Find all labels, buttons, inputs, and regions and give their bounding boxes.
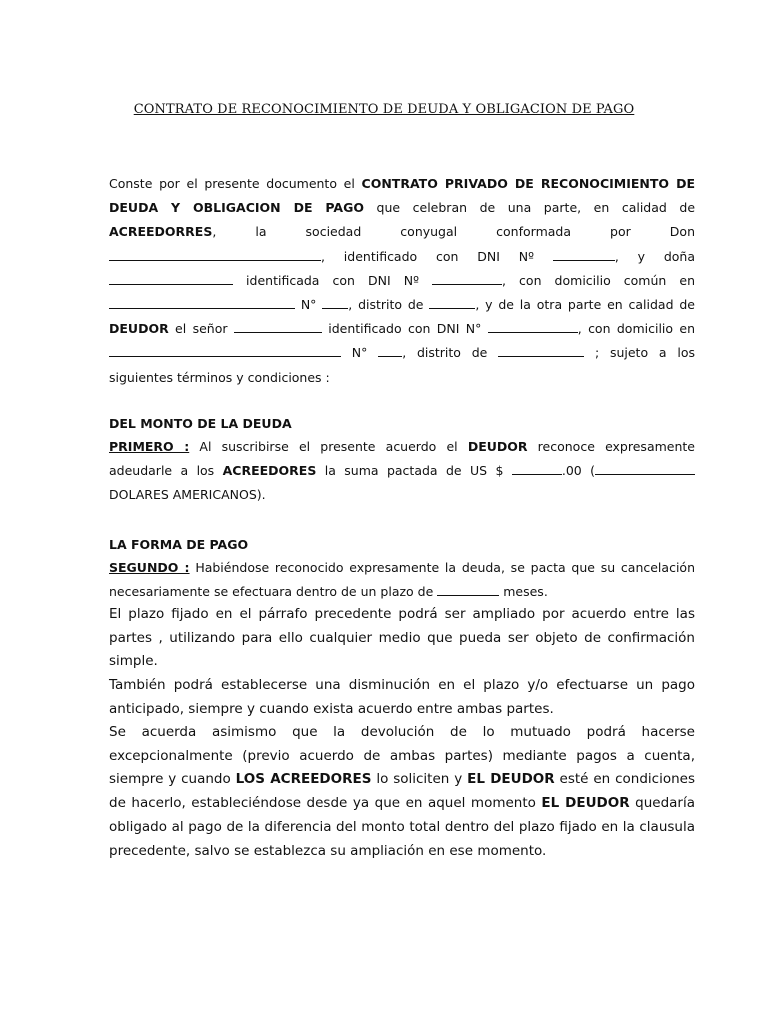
intro-paragraph <box>109 172 695 390</box>
creditors-bold: ACREEDORRES <box>109 224 213 240</box>
paragraph-text: esté en condiciones de hacerlo, estableciéndose desde ya que en aquel momento <box>109 771 695 812</box>
paragraph-partial-payments <box>109 721 695 863</box>
clause-segundo <box>109 556 695 604</box>
heading-text: LA FORMA DE PAGO <box>109 537 249 552</box>
intro-text: Conste por el presente documento el <box>109 176 362 191</box>
intro-text: , distrito de <box>402 345 499 361</box>
blank-address-number[interactable] <box>322 297 348 309</box>
blank-district[interactable] <box>429 297 475 309</box>
clause-label: PRIMERO : <box>109 439 190 454</box>
section-heading-amount <box>109 412 292 436</box>
paragraph-text: quedaría obligado al pago de la diferencia del monto total dentro del plazo fijado en la clausula precedente, salvo se establezca su ampliación en ese momento. <box>109 795 695 859</box>
blank-spouse-name[interactable] <box>109 273 233 285</box>
blank-creditor-dni[interactable] <box>553 249 615 261</box>
blank-debtor-name[interactable] <box>234 321 322 333</box>
clause-text: reconoce expresamente adeudarle a los <box>109 439 695 479</box>
debtor-bold: DEUDOR <box>467 439 528 454</box>
intro-text: , la sociedad conyugal conformada por Don <box>212 224 695 240</box>
clause-text: Al suscribirse el presente acuerdo el <box>189 439 468 454</box>
blank-creditor-name[interactable] <box>109 249 321 261</box>
clause-text: la suma pactada de US $ <box>316 463 512 479</box>
debtor-bold: EL DEUDOR <box>541 795 630 812</box>
intro-text: , y doña <box>614 248 695 264</box>
contract-type-bold: CONTRATO PRIVADO DE RECONOCIMIENTO DE DEUDA Y OBLIGACION DE PAGO <box>109 176 695 216</box>
intro-text: , y de la otra parte en calidad de <box>475 297 695 313</box>
blank-months[interactable] <box>437 584 499 596</box>
intro-text: ; sujeto a los siguientes términos y condiciones : <box>109 345 695 385</box>
paragraph-text: lo soliciten y <box>371 771 468 788</box>
paragraph-extension: El plazo fijado en el párrafo precedente podrá ser ampliado por acuerdo entre las partes , utilizando para ello cualquier medio que pueda ser objeto de confirmación simple. <box>109 606 695 670</box>
intro-text: el señor <box>168 321 234 337</box>
intro-text: N° <box>341 345 379 361</box>
blank-debtor-address[interactable] <box>109 345 341 357</box>
blank-debtor-dni[interactable] <box>488 321 578 333</box>
debtor-bold: EL DEUDOR <box>467 771 555 788</box>
creditors-bold: LOS ACREEDORES <box>235 771 372 788</box>
paragraph-text: Se acuerda asimismo que la devolución de lo mutuado podrá hacerse excepcionalmente (previo acuerdo de ambas partes) mediante pagos a cuenta, siempre y cuando <box>109 724 695 788</box>
intro-text: N° <box>295 297 323 313</box>
blank-spouse-dni[interactable] <box>432 273 502 285</box>
intro-text: , con domicilio común en <box>502 272 695 288</box>
heading-text: DEL MONTO DE LA DEUDA <box>109 416 292 431</box>
clause-primero <box>109 435 695 508</box>
document-title: CONTRATO DE RECONOCIMIENTO DE DEUDA Y OBLIGACION DE PAGO <box>133 102 635 117</box>
blank-amount[interactable] <box>512 463 562 475</box>
section-heading-payment <box>109 533 248 557</box>
intro-text: que celebran de una parte, en calidad de <box>364 200 696 216</box>
intro-text: , distrito de <box>348 297 430 313</box>
clause-text: meses. <box>499 584 548 600</box>
blank-debtor-address-number[interactable] <box>378 345 402 357</box>
intro-text: identificada con DNI Nº <box>233 272 433 288</box>
intro-text: , con domicilio en <box>577 321 696 337</box>
blank-amount-words[interactable] <box>595 463 695 475</box>
paragraph-reduction: También podrá establecerse una disminución en el plazo y/o efectuarse un pago anticipado, siempre y cuando exista acuerdo entre ambas partes. <box>109 677 695 717</box>
clause-text: DOLARES AMERICANOS). <box>109 487 266 503</box>
blank-address[interactable] <box>109 297 295 309</box>
blank-debtor-district[interactable] <box>498 345 584 357</box>
intro-text: identificado con DNI N° <box>321 321 488 337</box>
creditors-bold: ACREEDORES <box>222 463 317 479</box>
clause-label: SEGUNDO : <box>109 560 190 575</box>
clause-text: .00 ( <box>561 463 595 479</box>
clause-text: Habiéndose reconocido expresamente la deuda, se pacta que su cancelación necesariamente se efectuara dentro de un plazo de <box>109 560 695 600</box>
intro-text: , identificado con DNI Nº <box>321 248 553 264</box>
debtor-bold: DEUDOR <box>109 321 169 337</box>
